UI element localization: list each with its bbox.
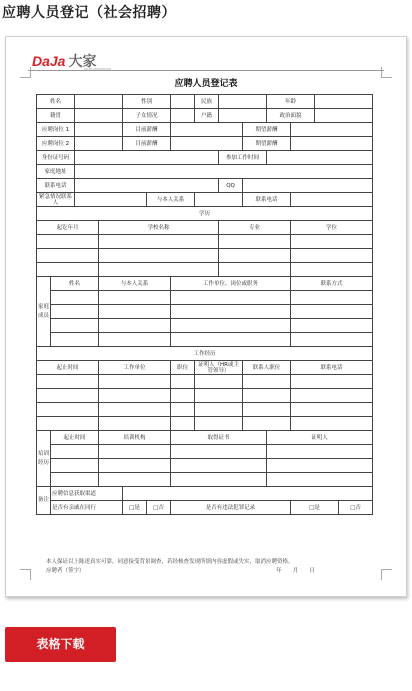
label-current-salary: 目前薪酬 [123,137,171,151]
declaration-note [46,558,376,576]
declaration-text: 本人保证以上陈述真实可靠，同意接受背景调查，若经核查发现所填内容虚假或失实，取消应聘资格。 [46,559,294,565]
section-training: 培训经历 [37,431,51,487]
label-expected-salary: 期望薪酬 [243,123,291,137]
label-hometown: 籍贯 [37,109,75,123]
label-household: 户籍 [195,109,219,123]
label-expected-salary: 期望薪酬 [243,137,291,151]
fam-header-contact: 联系方式 [291,277,373,291]
work-header-position: 职位 [171,361,195,375]
label-position-1: 应聘岗位 1 [37,123,75,137]
label-age: 年龄 [267,95,315,109]
form-title: 应聘人员登记表 [174,79,238,89]
label-name: 姓名 [37,95,75,109]
edu-header-major: 专业 [219,221,291,235]
label-criminal-record: 是否有违法犯罪记录 [171,501,291,515]
crop-mark [20,569,31,580]
label-emergency-contact: 紧急情况联系人 [37,193,75,207]
logo-en: DaJa [32,53,66,69]
checkbox-yes[interactable]: □是 [123,501,147,515]
fam-header-employer: 工作单位、岗位或职务 [171,277,291,291]
label-position-2: 应聘岗位 2 [37,137,75,151]
crop-mark [381,569,392,580]
label-address: 家庭地址 [37,165,75,179]
label-relatives: 是否有亲戚在同行 [51,501,123,515]
date-label: 年 月 日 [276,568,315,574]
label-info-source: 应聘信息获取渠道 [51,487,123,501]
company-logo [32,51,111,71]
download-form-button[interactable]: 表格下载 [5,627,116,662]
train-header-institution: 培训机构 [99,431,171,445]
label-relation: 与本人关系 [147,193,195,207]
registration-form-table [36,94,373,515]
train-header-period: 起止时间 [51,431,99,445]
train-header-certificate: 取得证书 [171,431,267,445]
logo-tagline: DAJIA INSURANCE [84,67,111,71]
form-preview-sheet [5,36,407,597]
label-ethnic: 民族 [195,95,219,109]
work-header-phone: 联系电话 [291,361,373,375]
label-gender: 性别 [123,95,171,109]
fam-header-name: 姓名 [51,277,99,291]
work-header-referee: 证明人（HR或主管领导） [195,361,243,375]
label-phone: 联系电话 [37,179,75,193]
label-political: 政治面貌 [267,109,315,123]
label-qq: QQ [219,179,243,193]
edu-header-period: 起讫年月 [37,221,99,235]
label-contact-phone: 联系电话 [243,193,291,207]
signature-line [46,567,376,576]
section-family: 家庭成员 [37,277,51,347]
edu-header-degree: 学位 [291,221,373,235]
section-education: 学历 [37,207,373,221]
train-header-referee: 证明人 [267,431,373,445]
checkbox-no[interactable]: □否 [147,501,171,515]
fam-header-relation: 与本人关系 [99,277,171,291]
label-current-salary: 目前薪酬 [123,123,171,137]
logo-cn: 大家 [68,53,97,69]
work-header-employer: 工作单位 [99,361,171,375]
signature-label: 应聘者（签字） [46,568,85,574]
checkbox-no[interactable]: □否 [339,501,373,515]
page-title: 应聘人员登记（社会招聘） [2,5,176,21]
label-work-start: 参加工作时间 [219,151,267,165]
section-work: 工作经历 [37,347,373,361]
label-id-number: 身份证号码 [37,151,75,165]
work-header-referee-position: 联系人职位 [243,361,291,375]
header-divider [28,70,384,71]
section-remarks: 备注 [37,487,51,515]
edu-header-school: 学校名称 [99,221,219,235]
label-children: 子女情况 [123,109,171,123]
work-header-period: 起止时间 [37,361,99,375]
checkbox-yes[interactable]: □是 [291,501,339,515]
